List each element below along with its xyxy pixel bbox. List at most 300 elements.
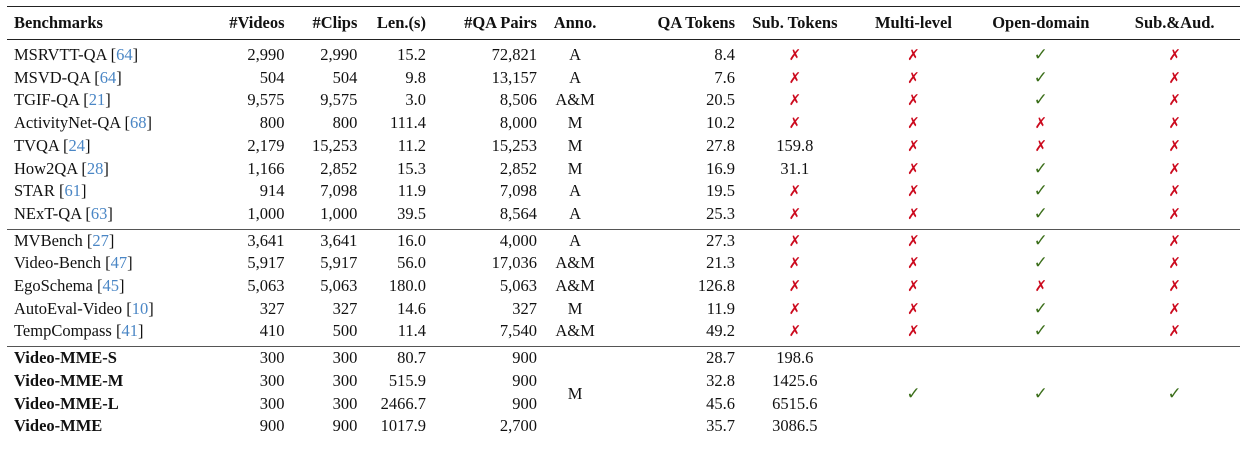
cross-icon: ✗ [788,114,802,133]
cross-icon: ✗ [1034,136,1048,155]
clips-count [285,180,358,203]
benchmark-name: Video-Bench [47] [14,253,133,273]
open-domain [972,252,1109,275]
citation-link[interactable]: 64 [99,67,117,87]
annotation-type-value: A [569,203,581,223]
length-seconds-value: 11.2 [397,135,426,155]
sub-tokens [735,252,855,275]
annotation-type-value: A [569,67,581,87]
qa-tokens-value: 28.7 [706,348,735,368]
check-icon: ✓ [1033,203,1048,224]
sub-tokens [735,89,855,112]
cross-icon: ✗ [907,231,920,250]
qa-tokens-value: 7.6 [714,67,735,87]
clips-count-value: 300 [332,393,358,413]
annotation-type-value: M [567,135,583,155]
check-icon: ✓ [1033,298,1048,319]
videos-count [208,180,284,203]
qa-tokens-value: 45.6 [706,393,735,413]
qa-tokens-value: 27.8 [706,135,735,155]
clips-count-value: 504 [332,67,358,87]
sub-tokens [735,229,855,252]
length-seconds [357,89,426,112]
cross-icon: ✗ [788,299,802,318]
sub-tokens [735,40,855,67]
videos-count [208,415,284,441]
length-seconds [357,415,426,441]
multi-level [855,135,973,158]
annotation-type-value: M [567,298,583,318]
benchmark-name: ActivityNet-QA [68] [14,113,152,133]
length-seconds-value: 39.5 [397,203,426,223]
length-seconds-value: 3.0 [405,90,426,110]
benchmark-label: Video-MME-S [14,348,117,368]
annotation-type [537,320,613,346]
qa-pairs-count-value: 72,821 [491,45,537,64]
cross-icon: ✗ [907,159,920,178]
qa-pairs-count [426,135,537,158]
qa-pairs-count [426,393,537,416]
qa-tokens-value: 126.8 [697,276,735,296]
qa-pairs-count-value: 17,036 [491,253,537,273]
annotation-type-value: M [567,158,583,178]
sub-tokens [735,203,855,229]
qa-pairs-count [426,275,537,298]
sub-aud [1109,89,1240,112]
citation-link[interactable]: 63 [90,203,108,223]
length-seconds-value: 14.6 [397,298,426,318]
benchmark-name: MVBench [27] [14,230,115,250]
qa-pairs-count [426,89,537,112]
benchmark-name: EgoSchema [45] [14,276,125,296]
length-seconds-value: 15.3 [397,158,426,178]
sub-aud [1109,275,1240,298]
sub-tokens-value: 1425.6 [772,370,818,390]
annotation-type [537,229,613,252]
table-row [7,347,1240,370]
qa-tokens [613,135,735,158]
multi-level [855,40,973,67]
videos-count [208,393,284,416]
clips-count [285,275,358,298]
col-sub-aud: Sub.&Aud. [1134,13,1215,32]
qa-tokens-value: 25.3 [706,203,735,223]
length-seconds-value: 80.7 [397,348,426,368]
benchmark-name: MSRVTT-QA [64] [14,45,139,64]
col-length: Len.(s) [376,13,426,32]
clips-count-value: 300 [332,348,358,368]
cross-icon: ✗ [788,91,802,110]
sub-aud [1109,40,1240,67]
sub-tokens [735,112,855,135]
annotation-type [537,298,613,321]
clips-count [285,393,358,416]
benchmark-name: AutoEval-Video [10] [14,298,154,318]
cross-icon: ✗ [1168,277,1181,296]
open-domain [972,298,1109,321]
videos-count-value: 914 [259,181,285,201]
qa-pairs-count [426,40,537,67]
benchmark-label: MSRVTT-QA [14,45,107,64]
citation-link[interactable]: 61 [64,181,81,201]
clips-count-value: 2,852 [320,158,358,178]
sub-aud [1109,67,1240,90]
multi-level [855,252,973,275]
table-row [7,298,1240,321]
clips-count-value: 300 [332,370,358,390]
annotation-type [537,135,613,158]
videos-count-value: 300 [259,348,285,368]
multi-level [855,320,973,346]
videos-count [208,320,284,346]
qa-pairs-count [426,229,537,252]
citation-link[interactable]: 41 [121,321,138,341]
qa-tokens [613,393,735,416]
group-videoqa [7,40,1240,230]
annotation-type-value: M [567,383,583,403]
cross-icon: ✗ [1168,46,1181,64]
benchmark-label: Video-MME [14,416,103,436]
qa-pairs-count-value: 8,000 [499,113,537,133]
sub-tokens [735,298,855,321]
benchmark-name: STAR [61] [14,181,87,201]
col-open-domain: Open-domain [992,13,1090,32]
videos-count [208,135,284,158]
cross-icon: ✗ [788,204,802,223]
cross-icon: ✗ [788,254,802,273]
citation-link[interactable]: 24 [68,135,86,155]
videos-count [208,252,284,275]
open-domain [972,180,1109,203]
table-row [7,89,1240,112]
col-qa-tokens: QA Tokens [657,13,735,32]
videos-count [208,347,284,370]
annotation-type [537,252,613,275]
videos-count [208,275,284,298]
annotation-type-value: M [567,113,583,133]
citation-link[interactable]: 47 [110,253,128,273]
sub-tokens [735,393,855,416]
clips-count [285,347,358,370]
sub-aud [1109,180,1240,203]
cross-icon: ✗ [788,322,802,341]
qa-pairs-count-value: 2,700 [499,416,537,436]
citation-link[interactable]: 10 [131,298,149,318]
videos-count-value: 2,990 [247,45,285,64]
benchmark-label: STAR [14,181,55,201]
length-seconds [357,393,426,416]
qa-pairs-count-value: 5,063 [499,276,537,296]
cross-icon: ✗ [1168,204,1181,223]
videos-count-value: 3,641 [247,230,285,250]
videos-count-value: 5,063 [247,276,285,296]
annotation-type-value: A&M [555,321,595,341]
benchmark-label: MSVD-QA [14,67,91,87]
clips-count [285,67,358,90]
clips-count [285,112,358,135]
check-icon: ✓ [1033,90,1048,111]
videos-count [208,229,284,252]
open-domain [972,89,1109,112]
annotation-type [537,158,613,181]
length-seconds [357,203,426,229]
benchmark-name [7,393,208,416]
qa-tokens [613,370,735,393]
benchmark-label: Video-Bench [14,253,101,273]
cross-icon: ✗ [1168,182,1181,201]
table-row [7,135,1240,158]
videos-count [208,67,284,90]
benchmark-label: How2QA [14,158,78,178]
citation-link[interactable]: 27 [92,230,109,250]
length-seconds-value: 9.8 [405,67,426,87]
cross-icon: ✗ [1168,136,1181,155]
multi-level [855,112,973,135]
clips-count [285,158,358,181]
cross-icon: ✗ [907,299,920,318]
annotation-type-value: A [569,45,581,64]
clips-count-value: 7,098 [320,181,358,201]
qa-tokens-value: 35.7 [706,416,735,436]
benchmark-name: TVQA [24] [14,135,91,155]
table-row [7,320,1240,346]
benchmark-name [7,347,208,370]
sub-tokens-value: 31.1 [780,158,810,178]
citation-link[interactable]: 28 [86,158,104,178]
multi-level [855,203,973,229]
length-seconds-value: 11.4 [397,321,426,341]
sub-tokens [735,67,855,90]
annotation-type-value: A&M [555,276,595,296]
cross-icon: ✗ [907,68,920,87]
multi-level [855,67,973,90]
benchmark-comparison-table [7,6,1240,441]
qa-pairs-count-value: 13,157 [491,67,537,87]
multi-level [855,298,973,321]
annotation-type-value: A [569,181,581,201]
col-videos: #Videos [229,13,285,32]
sub-aud [1109,320,1240,346]
benchmark-name: How2QA [28] [14,158,109,178]
multi-level [855,275,973,298]
check-icon: ✓ [1033,230,1048,251]
qa-tokens-value: 19.5 [706,181,735,201]
benchmark-label: TVQA [14,135,59,155]
table-row [7,203,1240,229]
length-seconds [357,252,426,275]
clips-count-value: 1,000 [320,203,358,223]
citation-link[interactable]: 68 [129,113,147,133]
qa-tokens-value: 10.2 [706,113,735,133]
open-domain [972,347,1109,441]
citation-link[interactable]: 45 [102,276,119,296]
benchmark-label: ActivityNet-QA [14,113,121,133]
annotation-type [537,89,613,112]
videos-count [208,40,284,67]
length-seconds [357,135,426,158]
benchmark-label: NExT-QA [14,203,82,223]
open-domain [972,203,1109,229]
benchmark-label: Video-MME-L [14,393,119,413]
multi-level [855,180,973,203]
benchmark-label: Video-MME-M [14,370,124,390]
clips-count-value: 15,253 [312,135,358,155]
sub-tokens [735,370,855,393]
clips-count [285,40,358,67]
cross-icon: ✗ [1034,277,1048,296]
col-clips: #Clips [312,13,358,32]
annotation-type [537,67,613,90]
qa-pairs-count [426,320,537,346]
clips-count-value: 5,917 [320,253,358,273]
clips-count [285,415,358,441]
benchmark-name: TGIF-QA [21] [14,90,111,110]
check-icon: ✓ [1033,253,1048,274]
length-seconds-value: 11.9 [397,181,426,201]
open-domain [972,112,1109,135]
multi-level [855,229,973,252]
qa-pairs-count-value: 327 [512,298,537,318]
cross-icon: ✗ [1168,91,1181,110]
qa-tokens-value: 21.3 [706,253,735,273]
length-seconds-value: 2466.7 [380,393,426,413]
open-domain [972,135,1109,158]
qa-pairs-count [426,347,537,370]
clips-count-value: 800 [332,113,358,133]
clips-count [285,89,358,112]
videos-count-value: 300 [259,370,285,390]
sub-tokens [735,158,855,181]
sub-aud [1109,203,1240,229]
cross-icon: ✗ [907,136,920,155]
qa-pairs-count-value: 8,506 [499,90,537,110]
sub-tokens [735,275,855,298]
qa-pairs-count [426,180,537,203]
benchmark-label: AutoEval-Video [14,298,123,318]
open-domain [972,40,1109,67]
cross-icon: ✗ [1034,114,1048,133]
videos-count [208,203,284,229]
length-seconds [357,40,426,67]
qa-pairs-count [426,252,537,275]
open-domain [972,229,1109,252]
clips-count [285,320,358,346]
table-row [7,180,1240,203]
qa-pairs-count [426,158,537,181]
col-benchmarks: Benchmarks [14,13,103,32]
check-icon: ✓ [906,383,921,404]
cross-icon: ✗ [907,277,920,296]
qa-tokens-value: 32.8 [706,370,735,390]
group-video-mme [7,347,1240,441]
videos-count [208,298,284,321]
length-seconds [357,158,426,181]
cross-icon: ✗ [1168,254,1181,273]
sub-tokens-value: 198.6 [776,348,814,368]
videos-count [208,89,284,112]
annotation-type [537,347,613,441]
sub-aud [1109,229,1240,252]
cross-icon: ✗ [1168,68,1181,87]
table-row [7,40,1240,67]
videos-count-value: 1,000 [247,203,285,223]
clips-count-value: 9,575 [320,90,358,110]
annotation-type [537,40,613,67]
qa-tokens-value: 11.9 [706,298,735,318]
videos-count-value: 504 [259,67,285,87]
sub-aud [1109,252,1240,275]
sub-tokens-value: 6515.6 [772,393,818,413]
clips-count [285,229,358,252]
length-seconds [357,67,426,90]
cross-icon: ✗ [907,204,920,223]
qa-tokens [613,347,735,370]
qa-pairs-count-value: 4,000 [499,230,537,250]
sub-aud [1109,135,1240,158]
videos-count-value: 1,166 [247,158,285,178]
open-domain [972,158,1109,181]
length-seconds-value: 15.2 [397,45,426,64]
check-icon: ✓ [1167,383,1182,404]
clips-count [285,203,358,229]
benchmark-label: TGIF-QA [14,90,80,110]
clips-count [285,252,358,275]
benchmark-label: MVBench [14,230,83,250]
check-icon: ✓ [1033,45,1048,65]
clips-count-value: 3,641 [320,230,358,250]
sub-tokens [735,320,855,346]
qa-tokens [613,40,735,67]
qa-tokens [613,180,735,203]
cross-icon: ✗ [1168,159,1181,178]
videos-count-value: 410 [259,321,285,341]
benchmark-name: TempCompass [41] [14,321,144,341]
cross-icon: ✗ [1168,299,1181,318]
qa-pairs-count-value: 7,098 [499,181,537,201]
qa-tokens [613,275,735,298]
annotation-type-value: A [569,230,581,250]
check-icon: ✓ [1033,181,1048,202]
qa-tokens [613,67,735,90]
multi-level [855,158,973,181]
length-seconds [357,298,426,321]
cross-icon: ✗ [907,182,920,201]
sub-aud [1109,158,1240,181]
length-seconds [357,275,426,298]
citation-link[interactable]: 64 [116,45,133,64]
benchmark-label: EgoSchema [14,276,93,296]
col-anno: Anno. [553,13,597,32]
clips-count [285,370,358,393]
benchmark-name: NExT-QA [63] [14,203,113,223]
videos-count-value: 327 [259,298,285,318]
qa-pairs-count-value: 7,540 [499,321,537,341]
clips-count-value: 900 [332,416,358,436]
citation-link[interactable]: 21 [88,90,106,110]
videos-count [208,112,284,135]
length-seconds [357,180,426,203]
cross-icon: ✗ [788,277,802,296]
qa-tokens [613,229,735,252]
cross-icon: ✗ [1168,322,1181,341]
sub-tokens [735,135,855,158]
cross-icon: ✗ [1168,231,1181,250]
table-row [7,229,1240,252]
qa-pairs-count [426,298,537,321]
qa-tokens-value: 20.5 [706,90,735,110]
qa-tokens [613,298,735,321]
length-seconds-value: 515.9 [388,370,426,390]
